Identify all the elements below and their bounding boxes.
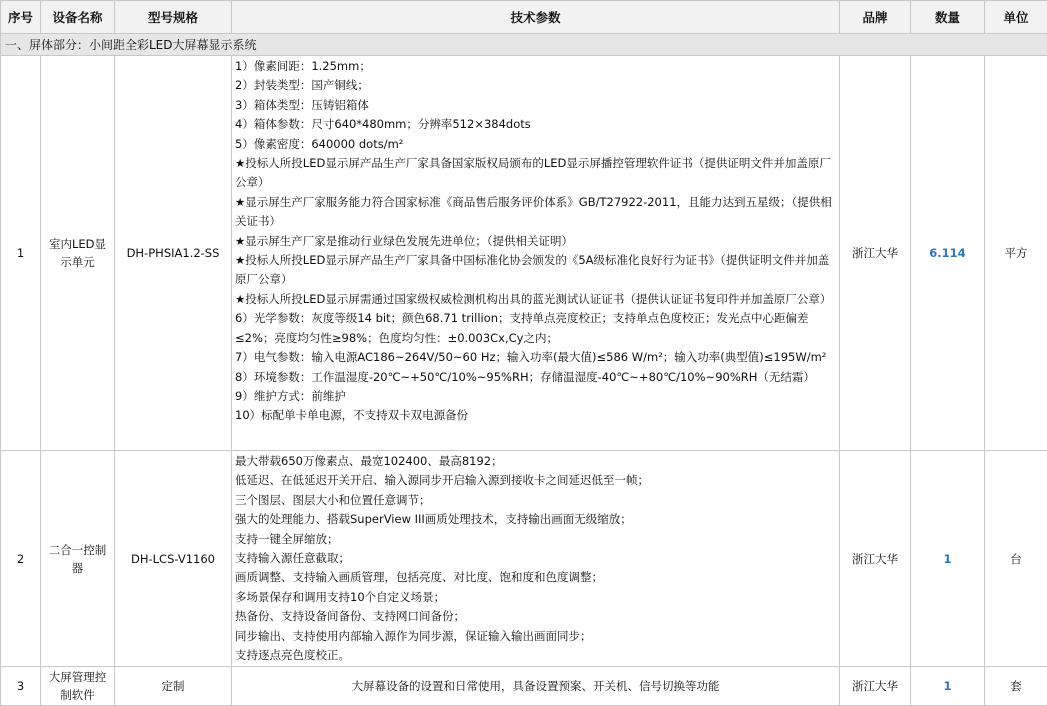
row-spec[interactable]: 大屏幕设备的设置和日常使用，具备设置预案、开关机、信号切换等功能 — [232, 667, 840, 706]
header-name[interactable]: 设备名称 — [41, 1, 115, 34]
spec-line: 同步输出、支持使用内部输入源作为同步源，保证输入输出画面同步； — [235, 627, 836, 646]
row-brand[interactable]: 浙江大华 — [840, 56, 911, 451]
row-model[interactable]: DH-PHSIA1.2-SS — [115, 56, 232, 451]
spec-line: 10）标配单卡单电源，不支持双卡双电源备份 — [235, 406, 836, 425]
header-index[interactable]: 序号 — [1, 1, 41, 34]
spec-line: 低延迟、在低延迟开关开启、输入源同步开启输入源到接收卡之间延迟低至一帧； — [235, 471, 836, 490]
spec-line: 画质调整、支持输入画质管理，包括亮度、对比度、饱和度和色度调整； — [235, 568, 836, 587]
spec-line: 多场景保存和调用支持10个自定义场景； — [235, 588, 836, 607]
section-title[interactable]: 一、屏体部分：小间距全彩LED大屏幕显示系统 — [1, 34, 1047, 56]
row-qty[interactable]: 1 — [911, 451, 985, 667]
spec-line: 3）箱体类型：压铸铝箱体 — [235, 96, 836, 115]
spec-line: ★投标人所投LED显示屏需通过国家级权威检测机构出具的蓝光测试认证证书（提供认证证书复印件并加盖原厂公章） — [235, 290, 836, 309]
spec-line: 强大的处理能力、搭载SuperView III画质处理技术，支持输出画面无级缩放； — [235, 510, 836, 529]
spec-line: 8）环境参数：工作温湿度-20℃~+50℃/10%~95%RH；存储温湿度-40℃~+80℃/10%~90%RH（无结霜） — [235, 368, 836, 387]
row-index[interactable]: 2 — [1, 451, 41, 667]
row-unit[interactable]: 台 — [985, 451, 1047, 667]
spec-line: 2）封装类型：国产铜线； — [235, 76, 836, 95]
header-spec[interactable]: 技术参数 — [232, 1, 840, 34]
table-row — [1, 667, 1047, 706]
row-name: 大屏管理控制软件 — [41, 668, 114, 704]
row-qty[interactable]: 6.114 — [911, 56, 985, 451]
spec-line: 9）维护方式：前维护 — [235, 387, 836, 406]
section-row — [1, 34, 1047, 56]
spec-line: ★投标人所投LED显示屏产品生产厂家具备中国标准化协会颁发的《5A级标准化良好行为证书》（提供证明文件并加盖原厂公章） — [235, 251, 836, 290]
row-name-cell[interactable] — [41, 56, 115, 451]
row-brand[interactable]: 浙江大华 — [840, 667, 911, 706]
header-unit[interactable]: 单位 — [985, 1, 1047, 34]
row-qty[interactable]: 1 — [911, 667, 985, 706]
row-name-cell[interactable] — [41, 451, 115, 667]
spec-line: 支持一键全屏缩放； — [235, 530, 836, 549]
header-qty[interactable]: 数量 — [911, 1, 985, 34]
spec-line: ★投标人所投LED显示屏产品生产厂家具备国家版权局颁布的LED显示屏播控管理软件证书（提供证明文件并加盖原厂公章） — [235, 154, 836, 193]
row-name-cell[interactable] — [41, 667, 115, 706]
row-unit[interactable]: 平方 — [985, 56, 1047, 451]
header-brand[interactable]: 品牌 — [840, 1, 911, 34]
table-row — [1, 451, 1047, 667]
row-model[interactable]: 定制 — [115, 667, 232, 706]
spec-line: ★显示屏生产厂家是推动行业绿色发展先进单位；（提供相关证明） — [235, 232, 836, 251]
row-unit[interactable]: 套 — [985, 667, 1047, 706]
header-model[interactable]: 型号规格 — [115, 1, 232, 34]
row-model[interactable]: DH-LCS-V1160 — [115, 451, 232, 667]
spec-line: 热备份、支持设备间备份、支持网口间备份； — [235, 607, 836, 626]
spec-line: 5）像素密度：640000 dots/m² — [235, 135, 836, 154]
row-spec[interactable] — [232, 451, 840, 667]
spec-line: ★显示屏生产厂家服务能力符合国家标准《商品售后服务评价体系》GB/T27922-2011，且能力达到五星级；（提供相关证书） — [235, 193, 836, 232]
header-row — [1, 1, 1047, 34]
spec-line: 7）电气参数：输入电源AC186~264V/50~60 Hz；输入功率(最大值)≤586 W/m²；输入功率(典型值)≤195W/m² — [235, 348, 836, 367]
spec-line: 支持逐点亮色度校正。 — [235, 646, 836, 665]
spec-line: 最大带载650万像素点、最宽102400、最高8192； — [235, 452, 836, 471]
row-name: 室内LED显示单元 — [41, 235, 114, 271]
spec-line: 6）光学参数：灰度等级14 bit；颜色68.71 trillion；支持单点亮度校正；支持单点色度校正；发光点中心距偏差≤2%；亮度均匀性≥98%；色度均匀性：±0.003Cx,Cy之内； — [235, 309, 836, 348]
spec-line: 支持输入源任意截取； — [235, 549, 836, 568]
row-index[interactable]: 1 — [1, 56, 41, 451]
row-spec[interactable] — [232, 56, 840, 451]
table-row — [1, 56, 1047, 451]
spec-line: 1）像素间距：1.25mm； — [235, 57, 836, 76]
row-name: 二合一控制器 — [41, 541, 114, 577]
row-index[interactable]: 3 — [1, 667, 41, 706]
spec-line: 4）箱体参数：尺寸640*480mm；分辨率512×384dots — [235, 115, 836, 134]
row-brand[interactable]: 浙江大华 — [840, 451, 911, 667]
spec-line: 三个图层、图层大小和位置任意调节； — [235, 491, 836, 510]
